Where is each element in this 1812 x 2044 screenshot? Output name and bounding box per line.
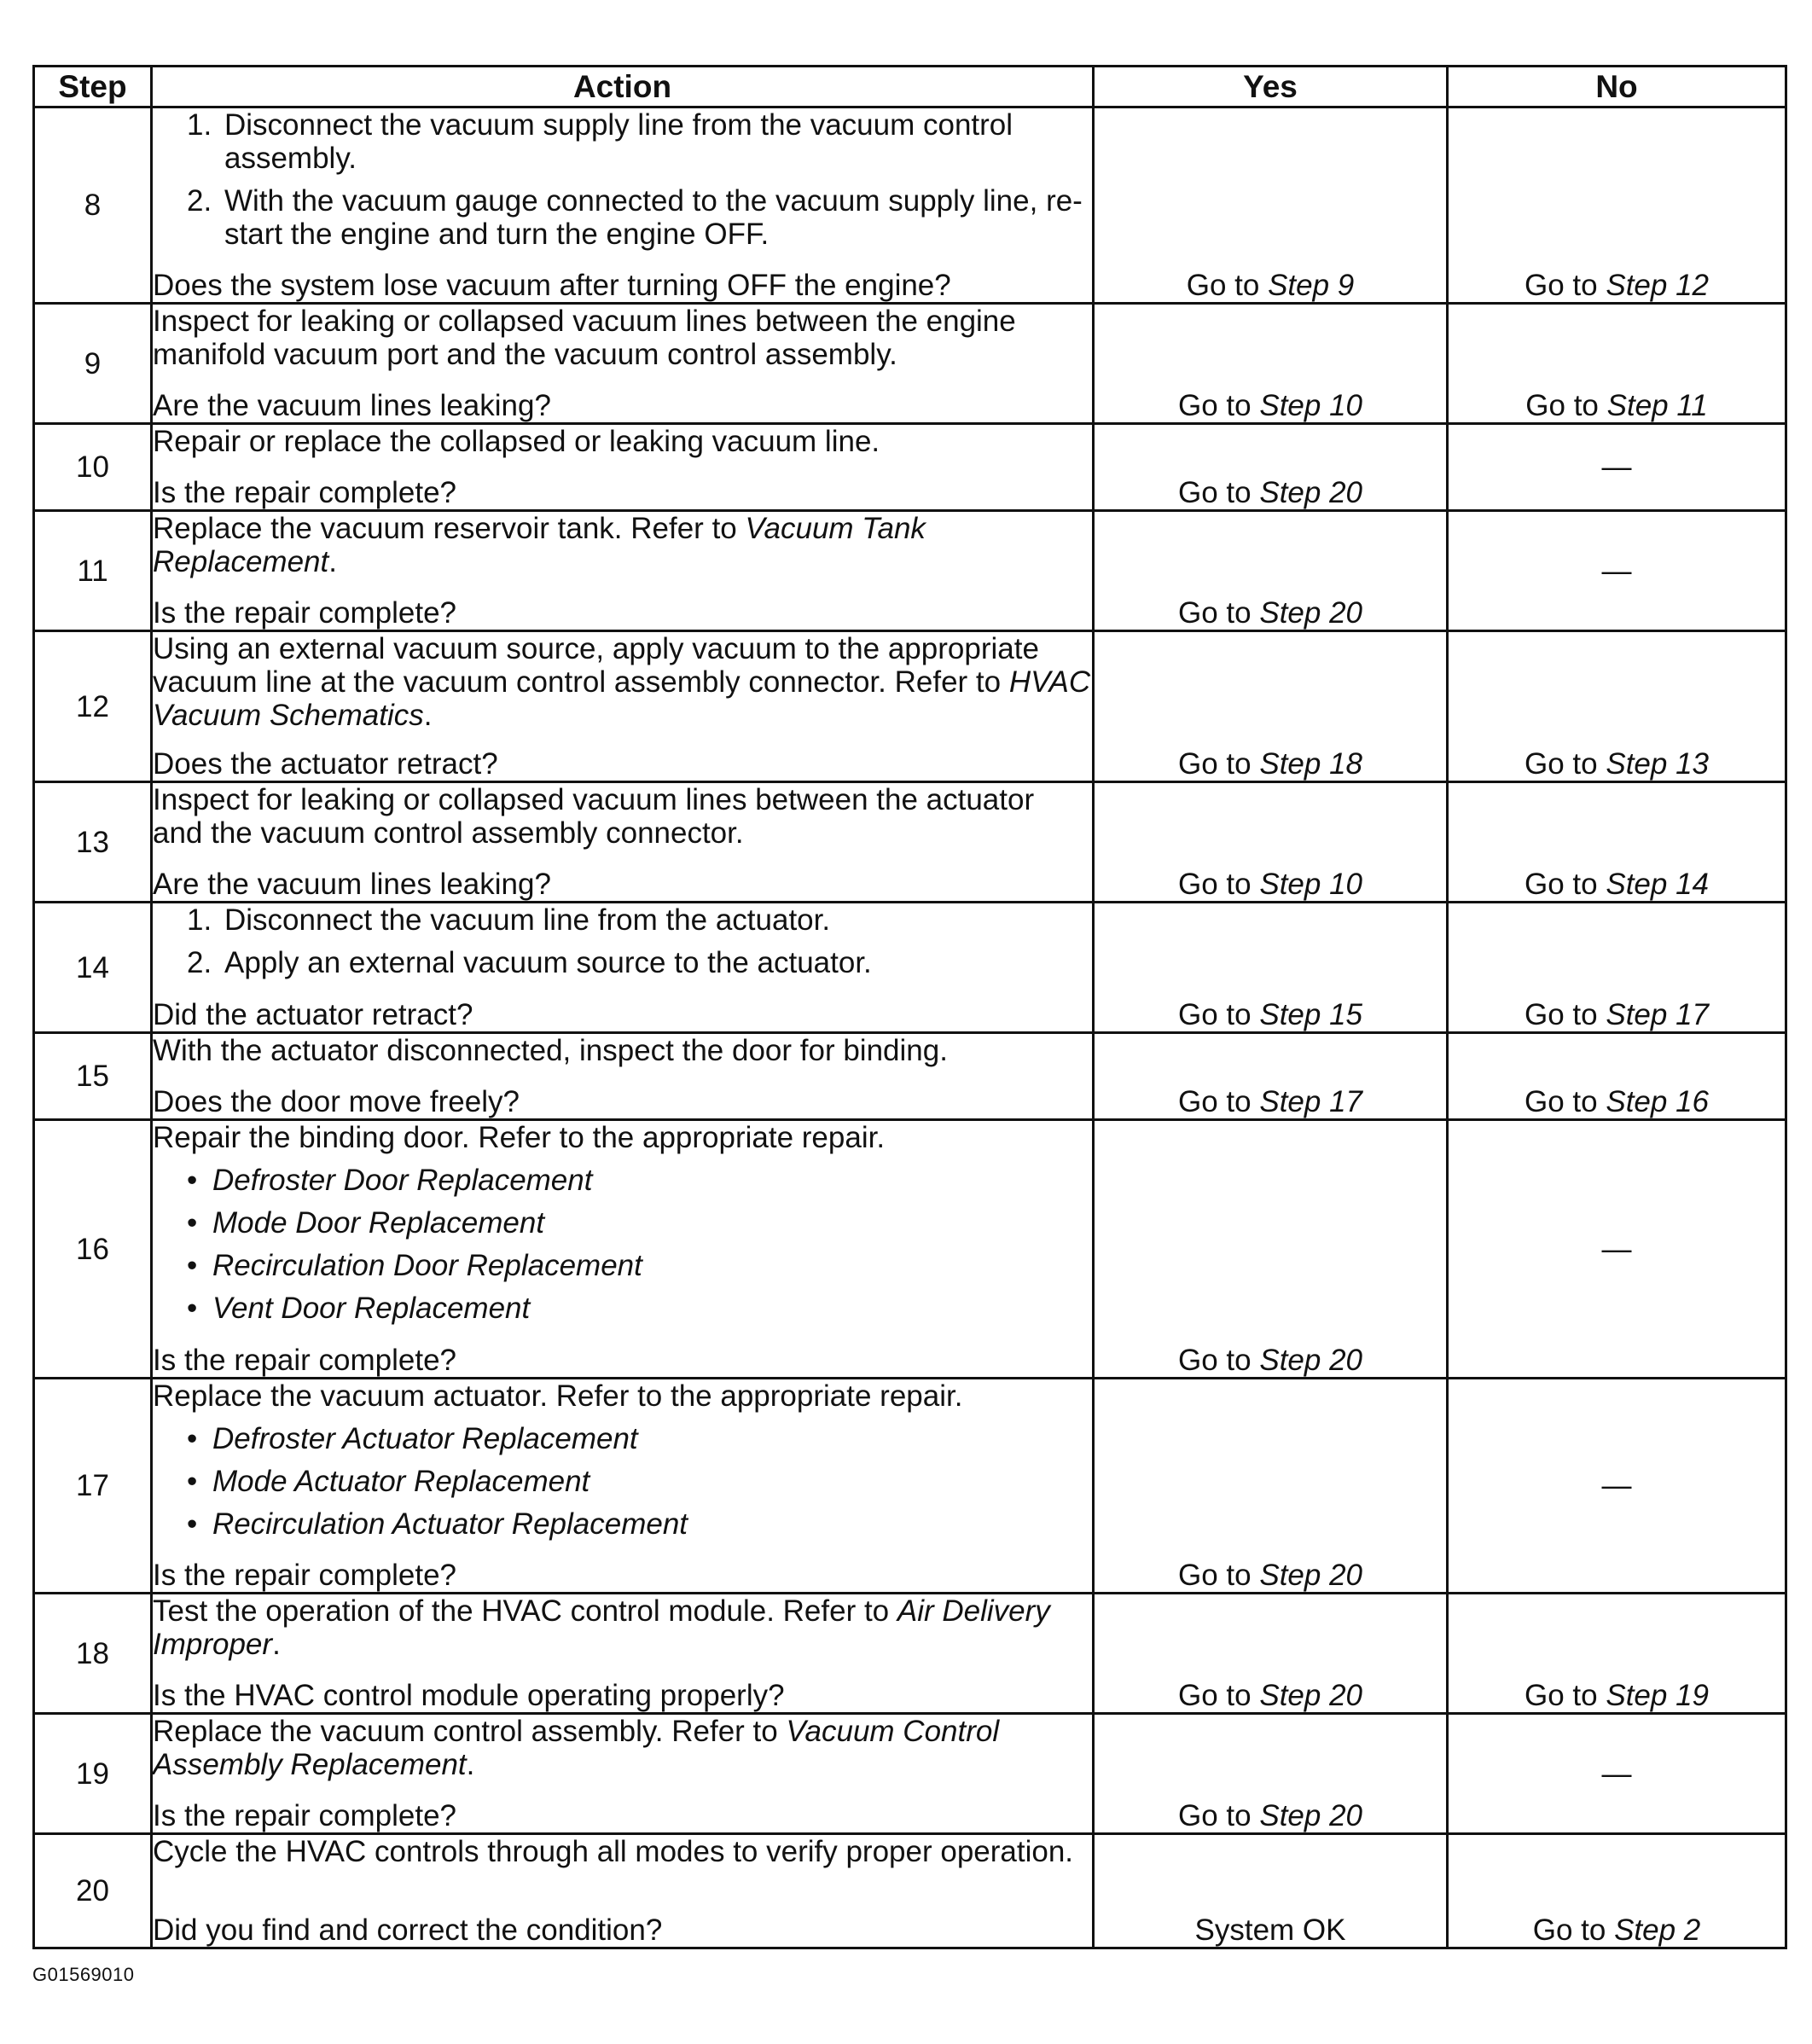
step-number: 12 [34,631,152,782]
table-row [34,631,1786,782]
action-question: Is the repair complete? [153,476,457,509]
action-paragraph [153,305,1092,371]
bullet-text: Vent Door Replacement [212,1292,531,1325]
goto-prefix: Go to [1525,1679,1598,1712]
item-number: 2. [187,946,212,979]
goto-prefix: Go to [1525,389,1599,422]
no-result [1448,1033,1786,1120]
goto-prefix: Go to [1178,1559,1252,1592]
step-link: Step 20 [1259,1559,1362,1592]
action-content [153,632,1092,781]
action-content [153,512,1092,630]
action-paragraph [153,1121,1092,1154]
action-paragraph [153,1379,1092,1413]
action-text: Replace the vacuum actuator. Refer to the appropriate repair. [153,1379,963,1413]
numbered-item [153,184,1092,251]
bullet-item [153,1164,1092,1197]
table-row [34,1834,1786,1948]
bullet-item [153,1249,1092,1282]
result-text: System OK [1194,1913,1346,1947]
no-result [1448,903,1786,1033]
action-text: . [423,699,433,732]
action-text: Test the operation of the HVAC control module. Refer to [153,1594,897,1628]
table-row [34,304,1786,424]
step-link: Step 20 [1259,476,1362,509]
reference-title: HVAC Vacuum Schematics [153,665,1091,732]
action-question: Does the system lose vacuum after turning OFF the engine? [153,269,951,302]
goto-prefix: Go to [1178,998,1252,1031]
goto-prefix: Go to [1186,269,1260,302]
yes-result [1094,1120,1448,1379]
action-text: Repair or replace the collapsed or leaking vacuum line. [153,425,880,458]
item-text: Disconnect the vacuum supply line from the vacuum control assembly. [224,108,1013,175]
action-text: With the actuator disconnected, inspect the door for binding. [153,1034,948,1067]
action-text: Replace the vacuum reservoir tank. Refer to [153,512,746,545]
no-result [1448,511,1786,631]
action-content [153,1121,1092,1377]
step-number: 20 [34,1834,152,1948]
bullet-text: Mode Actuator Replacement [212,1465,590,1498]
numbered-item [153,946,1092,979]
yes-result [1094,1714,1448,1834]
action-text: . [328,545,337,578]
action-text: Cycle the HVAC controls through all modes to verify proper operation. [153,1835,1074,1868]
action-text: Inspect for leaking or collapsed vacuum lines between the engine manifold vacuum port and the vacuum control assembly. [153,305,1016,371]
figure-code: G01569010 [32,1964,135,1985]
item-text: Apply an external vacuum source to the actuator. [224,946,872,979]
step-number: 18 [34,1594,152,1714]
bullet-icon: • [187,1164,198,1197]
bullet-item [153,1465,1092,1498]
goto-prefix: Go to [1178,1799,1252,1832]
yes-result [1094,304,1448,424]
numbered-item [153,903,1092,937]
no-result [1448,1120,1786,1379]
bullet-item [153,1422,1092,1455]
goto-prefix: Go to [1178,1085,1252,1118]
goto-prefix: Go to [1525,747,1598,781]
item-number: 1. [187,903,212,937]
action-paragraph [153,1835,1092,1868]
step-link: Step 20 [1259,1344,1362,1377]
action-content [153,305,1092,422]
step-link: Step 18 [1259,747,1362,781]
step-link: Step 14 [1606,868,1709,901]
bullet-text: Mode Door Replacement [212,1206,545,1240]
no-result [1448,107,1786,304]
yes-result [1094,1834,1448,1948]
step-number: 13 [34,782,152,903]
bullet-item [153,1206,1092,1240]
yes-result [1094,424,1448,511]
action-question: Does the door move freely? [153,1085,520,1118]
table-row [34,1120,1786,1379]
step-number: 14 [34,903,152,1033]
item-text: Disconnect the vacuum line from the actuator. [224,903,831,937]
step-link: Step 20 [1259,1799,1362,1832]
action-paragraph [153,1034,1092,1067]
action-text: Replace the vacuum control assembly. Refer to [153,1715,787,1748]
yes-result [1094,107,1448,304]
no-result [1448,782,1786,903]
action-cell [152,107,1094,304]
step-link: Step 10 [1259,868,1362,901]
goto-prefix: Go to [1525,269,1598,302]
no-result [1448,304,1786,424]
action-content [153,1034,1092,1118]
action-question: Is the repair complete? [153,596,457,630]
action-paragraph [153,1594,1092,1661]
table-row [34,903,1786,1033]
bullet-icon: • [187,1465,198,1498]
item-text: With the vacuum gauge connected to the vacuum supply line, re-start the engine and turn the engine OFF. [224,184,1083,251]
table-row [34,1594,1786,1714]
no-action-dash: — [1601,1757,1632,1791]
step-link: Step 20 [1259,1679,1362,1712]
goto-prefix: Go to [1178,747,1252,781]
yes-result [1094,631,1448,782]
header-action: Action [152,67,1094,107]
no-result [1448,424,1786,511]
bullet-item [153,1507,1092,1541]
action-question: Are the vacuum lines leaking? [153,868,551,901]
goto-prefix: Go to [1178,389,1252,422]
no-action-dash: — [1601,450,1632,484]
action-text: Repair the binding door. Refer to the appropriate repair. [153,1121,886,1154]
goto-prefix: Go to [1178,1679,1252,1712]
table-row [34,424,1786,511]
action-content [153,1715,1092,1832]
action-content [153,783,1092,901]
action-cell [152,631,1094,782]
action-content [153,425,1092,509]
action-question: Is the repair complete? [153,1559,457,1592]
item-number: 2. [187,184,212,218]
step-link: Step 17 [1259,1085,1362,1118]
step-link: Step 9 [1268,269,1355,302]
bullet-icon: • [187,1507,198,1541]
goto-prefix: Go to [1178,476,1252,509]
goto-prefix: Go to [1525,868,1598,901]
table-row [34,1714,1786,1834]
yes-result [1094,1594,1448,1714]
yes-result [1094,1379,1448,1594]
step-number: 17 [34,1379,152,1594]
action-content [153,903,1092,1031]
bullet-text: Defroster Actuator Replacement [212,1422,638,1455]
goto-prefix: Go to [1525,1085,1598,1118]
bullet-text: Recirculation Door Replacement [212,1249,642,1282]
no-result [1448,1594,1786,1714]
no-result [1448,1379,1786,1594]
diagnostic-table [32,65,1787,1949]
header-row [34,67,1786,107]
action-question: Does the actuator retract? [153,747,498,781]
bullet-text: Defroster Door Replacement [212,1164,593,1197]
step-link: Step 17 [1606,998,1709,1031]
action-question: Is the HVAC control module operating properly? [153,1679,785,1712]
goto-prefix: Go to [1178,868,1252,901]
table-row [34,511,1786,631]
reference-title: Vacuum Tank Replacement [153,512,926,578]
table-row [34,1033,1786,1120]
goto-prefix: Go to [1178,1344,1252,1377]
bullet-item [153,1292,1092,1325]
action-question: Are the vacuum lines leaking? [153,389,551,422]
action-question: Did the actuator retract? [153,998,473,1031]
step-number: 19 [34,1714,152,1834]
reference-title: Vacuum Control Assembly Replacement [153,1715,1000,1781]
header-no: No [1448,67,1786,107]
header-yes: Yes [1094,67,1448,107]
action-question: Is the repair complete? [153,1799,457,1832]
no-action-dash: — [1601,1469,1632,1502]
yes-result [1094,511,1448,631]
step-link: Step 16 [1606,1085,1709,1118]
action-content [153,1835,1092,1947]
action-question: Is the repair complete? [153,1344,457,1377]
bullet-icon: • [187,1206,198,1240]
action-cell [152,1834,1094,1948]
action-paragraph [153,783,1092,850]
action-cell [152,1033,1094,1120]
step-number: 9 [34,304,152,424]
bullet-icon: • [187,1422,198,1455]
step-number: 11 [34,511,152,631]
step-link: Step 13 [1606,747,1709,781]
reference-title: Air Delivery Improper [153,1594,1050,1661]
table-row [34,1379,1786,1594]
goto-prefix: Go to [1178,596,1252,630]
no-result [1448,1834,1786,1948]
action-cell [152,1714,1094,1834]
action-cell [152,511,1094,631]
no-result [1448,1714,1786,1834]
table-body [34,107,1786,1948]
no-result [1448,631,1786,782]
action-content [153,1379,1092,1592]
action-paragraph [153,632,1092,732]
goto-prefix: Go to [1532,1913,1606,1947]
goto-prefix: Go to [1525,998,1598,1031]
action-cell [152,903,1094,1033]
header-step: Step [34,67,152,107]
no-action-dash: — [1601,554,1632,588]
step-number: 16 [34,1120,152,1379]
action-content [153,1594,1092,1712]
bullet-icon: • [187,1292,198,1325]
numbered-item [153,108,1092,175]
action-cell [152,782,1094,903]
action-paragraph [153,1715,1092,1781]
table-row [34,782,1786,903]
bullet-text: Recirculation Actuator Replacement [212,1507,688,1541]
step-number: 10 [34,424,152,511]
bullet-icon: • [187,1249,198,1282]
step-number: 8 [34,107,152,304]
step-link: Step 11 [1606,389,1708,422]
yes-result [1094,1033,1448,1120]
no-action-dash: — [1601,1232,1632,1266]
action-text: Inspect for leaking or collapsed vacuum lines between the actuator and the vacuum control assembly connector. [153,783,1035,850]
step-link: Step 19 [1606,1679,1709,1712]
action-cell [152,1379,1094,1594]
item-number: 1. [187,108,212,142]
step-link: Step 15 [1259,998,1362,1031]
action-content [153,108,1092,302]
action-text: . [272,1628,281,1661]
step-link: Step 10 [1259,389,1362,422]
action-cell [152,424,1094,511]
action-paragraph [153,425,1092,458]
yes-result [1094,782,1448,903]
step-link: Step 2 [1614,1913,1701,1947]
table-row [34,107,1786,304]
action-text: . [466,1748,475,1781]
action-cell [152,1120,1094,1379]
action-cell [152,1594,1094,1714]
action-text: Using an external vacuum source, apply vacuum to the appropriate vacuum line at the vacuum control assembly connector. Refer to [153,632,1039,699]
step-link: Step 12 [1606,269,1709,302]
step-link: Step 20 [1259,596,1362,630]
yes-result [1094,903,1448,1033]
action-question: Did you find and correct the condition? [153,1913,663,1947]
step-number: 15 [34,1033,152,1120]
action-paragraph [153,512,1092,578]
action-cell [152,304,1094,424]
